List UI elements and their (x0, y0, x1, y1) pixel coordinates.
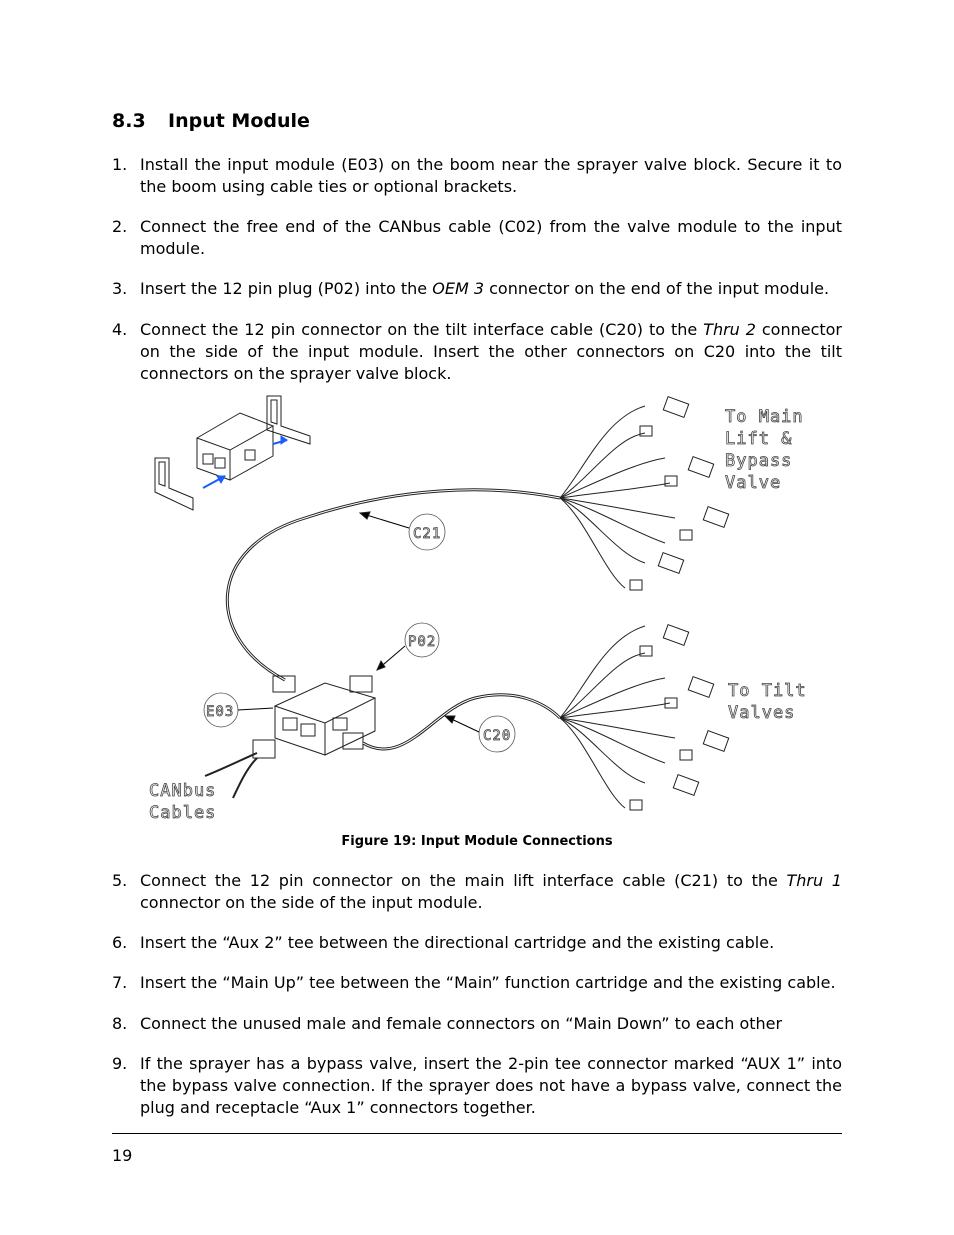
step-number: 2. (112, 217, 128, 236)
step-4 (112, 319, 842, 385)
step-2 (112, 216, 842, 260)
footer-divider (112, 1133, 842, 1134)
module-bracket-illustration (155, 396, 310, 510)
step-7 (112, 972, 842, 994)
main-lift-harness (560, 397, 729, 590)
step-8 (112, 1013, 842, 1035)
label-lift: Lift & (725, 429, 793, 449)
step-text: Insert the “Main Up” tee between the “Main” function cartridge and the existing cable. (140, 973, 836, 992)
step-text: Connect the 12 pin connector on the tilt interface cable (C20) to the Thru 2 connector on the side of the input module. Insert the other connectors on C20 into the tilt connectors on the sprayer valve block. (140, 320, 843, 383)
step-number: 3. (112, 279, 128, 298)
label-bypass: Bypass (725, 451, 793, 471)
section-title: Input Module (168, 110, 310, 132)
step-number: 6. (112, 933, 128, 952)
label-c20: C20 (483, 728, 512, 744)
label-to-main: To Main (725, 407, 804, 427)
step-1 (112, 154, 842, 198)
c21-cable (227, 490, 560, 680)
label-c21: C21 (413, 526, 442, 542)
tilt-harness (560, 625, 729, 810)
input-module-e03 (253, 676, 375, 758)
page-number: 19 (112, 1146, 133, 1165)
step-text: Connect the free end of the CANbus cable (C02) from the valve module to the input module. (140, 217, 842, 258)
section-number: 8.3 (112, 110, 146, 132)
step-text: Connect the 12 pin connector on the main lift interface cable (C21) to the Thru 1 connector on the side of the input module. (140, 871, 842, 912)
step-text: Insert the 12 pin plug (P02) into the OEM 3 connector on the end of the input module. (140, 279, 830, 298)
label-valves: Valves (728, 703, 796, 723)
section-heading (112, 110, 310, 132)
step-text: Insert the “Aux 2” tee between the directional cartridge and the existing cable. (140, 933, 775, 952)
input-module-diagram (145, 388, 815, 828)
step-5 (112, 870, 842, 914)
step-text: Connect the unused male and female connectors on “Main Down” to each other (140, 1014, 783, 1033)
step-number: 1. (112, 155, 128, 174)
step-number: 9. (112, 1054, 128, 1073)
step-number: 5. (112, 871, 128, 890)
label-cables: Cables (149, 803, 217, 823)
label-p02: P02 (408, 634, 437, 650)
step-number: 7. (112, 973, 128, 992)
step-text: If the sprayer has a bypass valve, insert the 2-pin tee connector marked “AUX 1” into the bypass valve connection. If the sprayer does not have a bypass valve, connect the plug and receptacle “Aux 1” connectors together. (140, 1054, 842, 1117)
canbus-cable (205, 753, 257, 776)
step-text: Install the input module (E03) on the boom near the sprayer valve block. Secure it to the boom using cable ties or optional brackets. (140, 155, 842, 196)
label-canbus: CANbus (149, 781, 217, 801)
step-3 (112, 278, 842, 300)
label-valve: Valve (725, 473, 782, 493)
figure-caption: Figure 19: Input Module Connections (341, 834, 613, 849)
step-number: 4. (112, 320, 128, 339)
step-6 (112, 932, 842, 954)
step-9 (112, 1053, 842, 1119)
step-number: 8. (112, 1014, 128, 1033)
label-to-tilt: To Tilt (728, 681, 807, 701)
label-e03: E03 (206, 704, 235, 720)
